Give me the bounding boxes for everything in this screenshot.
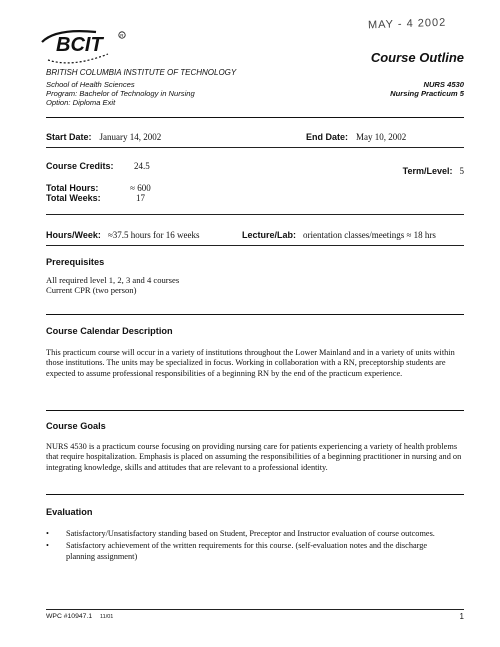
goals-text: NURS 4530 is a practicum course focusing on providing nursing care for patients experiencing a variety of health problems that require hospitalization. Emphasis is placed on assuming the responsibilities of a beginning practitioner in nursing and on integrating knowledge, skills and attitudes that are relevant to a professional identity. <box>46 442 462 472</box>
divider <box>46 410 464 411</box>
evaluation-list <box>46 529 456 564</box>
footer-divider <box>46 609 464 610</box>
logo-swoosh-icon <box>38 24 128 68</box>
footer-date: 11/01 <box>100 614 114 620</box>
start-date-row <box>46 127 161 145</box>
page-number: 1 <box>459 612 464 621</box>
evaluation-item: • Satisfactory/Unsatisfactory standing based on Student, Preceptor and Instructor evaluation of course outcomes. <box>46 529 456 539</box>
term-level-label: Term/Level: <box>402 166 453 176</box>
course-name: Nursing Practicum 5 <box>390 89 464 98</box>
footer-wpc-number: WPC #10947.1 <box>46 613 93 620</box>
total-weeks-value: 17 <box>136 193 145 203</box>
term-level-row <box>403 161 464 179</box>
prerequisites-heading: Prerequisites <box>46 257 105 267</box>
start-date-label: Start Date: <box>46 132 92 142</box>
hours-week-label: Hours/Week: <box>46 230 101 240</box>
calendar-text: This practicum course will occur in a variety of institutions throughout the Lower Mainland and in a variety of units within those institutions. The units may be specialized in focus. Working in collaboration with a RN, preceptorship students are expected to assume professional responsibilities of a beginning RN by the end of the practicum experience. <box>46 348 455 378</box>
footer-wpc <box>46 613 113 620</box>
evaluation-heading: Evaluation <box>46 507 93 517</box>
program-name: Program: Bachelor of Technology in Nursing <box>46 89 195 98</box>
lecture-lab-row <box>242 225 436 243</box>
doc-title: Course Outline <box>370 50 464 65</box>
institution-name: BRITISH COLUMBIA INSTITUTE OF TECHNOLOGY <box>46 68 237 77</box>
bcit-logo <box>38 24 128 68</box>
school-name: School of Health Sciences <box>46 80 135 89</box>
hours-week-value: ≈37.5 hours for 16 weeks <box>107 230 200 240</box>
logo-text: BCIT <box>56 34 103 56</box>
calendar-heading: Course Calendar Description <box>46 326 173 336</box>
lecture-lab-label: Lecture/Lab: <box>242 230 297 240</box>
total-hours-value: ≈ 600 <box>130 183 151 193</box>
end-date-value: May 10, 2002 <box>356 132 407 142</box>
start-date-value: January 14, 2002 <box>99 132 162 142</box>
course-code: NURS 4530 <box>423 80 464 89</box>
total-hours-label: Total Hours: <box>46 183 99 193</box>
goals-heading: Course Goals <box>46 421 106 431</box>
divider <box>46 494 464 495</box>
divider <box>46 214 464 215</box>
evaluation-item: • Satisfactory achievement of the written requirements for this course. (self-evaluation notes and the discharge planning assignment) <box>46 541 456 562</box>
received-stamp: MAY - 4 2002 <box>367 16 447 32</box>
course-credits-label: Course Credits: <box>46 161 114 171</box>
term-level-value: 5 <box>459 166 464 176</box>
divider <box>46 147 464 148</box>
hours-week-row <box>46 225 200 243</box>
end-date-row <box>306 127 406 145</box>
option-name: Option: Diploma Exit <box>46 98 116 107</box>
prerequisites-line-1: All required level 1, 2, 3 and 4 courses <box>46 275 180 285</box>
lecture-lab-value: orientation classes/meetings ≈ 18 hrs <box>303 230 436 240</box>
course-credits-value: 24.5 <box>134 161 150 171</box>
divider <box>46 117 464 118</box>
end-date-label: End Date: <box>306 132 349 142</box>
svg-text:R: R <box>120 33 124 38</box>
prerequisites-line-2: Current CPR (two person) <box>46 285 137 295</box>
divider <box>46 245 464 246</box>
total-weeks-label: Total Weeks: <box>46 193 101 203</box>
divider <box>46 314 464 315</box>
